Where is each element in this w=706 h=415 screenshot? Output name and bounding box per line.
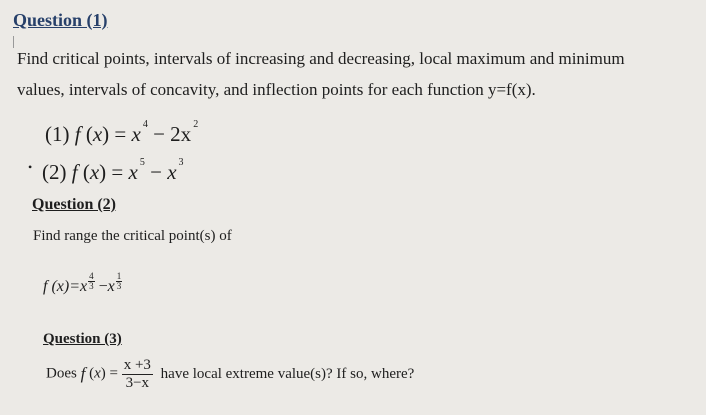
question-3-pre: Does (46, 365, 77, 382)
question-2-exp-2 (116, 272, 123, 291)
function-2-var: x (89, 160, 100, 184)
function-1-term-2: − 2x (153, 122, 192, 146)
question-2-exp-1-den: 3 (89, 281, 94, 291)
question-2-term-1: x (80, 278, 88, 295)
question-2-title: Question (2) (32, 196, 116, 213)
question-2-function (43, 271, 122, 297)
function-1: (1) f (x) = x $^4$ − 2x $^2$ (45, 119, 199, 146)
question-2-exp-1 (88, 272, 95, 291)
function-1-term-1: x (131, 122, 141, 146)
question-2-exp-2-num: 1 (116, 271, 122, 281)
question-1-line-2: values, intervals of concavity, and inflection points for each function y=f(x). (17, 80, 536, 99)
function-1-exp-2: 2 (193, 119, 199, 130)
question-3-var: x (94, 365, 101, 382)
question-2-exp-2-den: 3 (116, 281, 122, 291)
function-2-eq: = (111, 160, 124, 184)
question-1-title: Question (1) (13, 10, 108, 30)
function-2-op: − (150, 160, 162, 184)
function-2-exp-2: 3 (178, 157, 184, 168)
question-3-title: Question (3) (43, 331, 122, 347)
question-3-fraction (122, 357, 153, 391)
question-1-line-1: Find critical points, intervals of increasing and decreasing, local maximum and minimum (17, 49, 625, 68)
function-1-f: f (74, 122, 81, 146)
question-2-term-2: x (107, 278, 115, 295)
question-2-text: Find range the critical point(s) of (33, 228, 232, 244)
function-1-eq: = (114, 122, 127, 146)
function-2-label: (2) (42, 160, 67, 184)
question-2-op: − (98, 278, 108, 295)
question-3-f: f (80, 364, 86, 383)
function-1-label: (1) (45, 122, 70, 146)
question-2-f: f (x)= (43, 278, 80, 295)
question-2-exp-1-num: 4 (89, 271, 94, 281)
question-3-post: have local extreme value(s)? If so, where? (160, 365, 415, 382)
margin-line (13, 36, 24, 48)
function-2-f: f (71, 160, 78, 184)
question-3-numerator: x +3 (123, 357, 151, 373)
question-3-line: Does f (x) = $\frac{x +3}{3-x}$ have local extreme value(s)? If so, where? (46, 357, 415, 391)
function-1-var: x (92, 122, 103, 146)
function-2-term-1: x (128, 160, 138, 184)
question-3-eq: = (109, 365, 118, 382)
question-3-denominator: 3−x (125, 374, 150, 391)
function-1-exp-1: 4 (142, 119, 148, 130)
dot-mark: • (28, 160, 33, 174)
function-2-term-2: x (167, 160, 177, 184)
function-2-exp-1: 5 (139, 157, 145, 168)
function-2: (2) f (x) = x $^5$ − x $^3$ (42, 157, 184, 184)
